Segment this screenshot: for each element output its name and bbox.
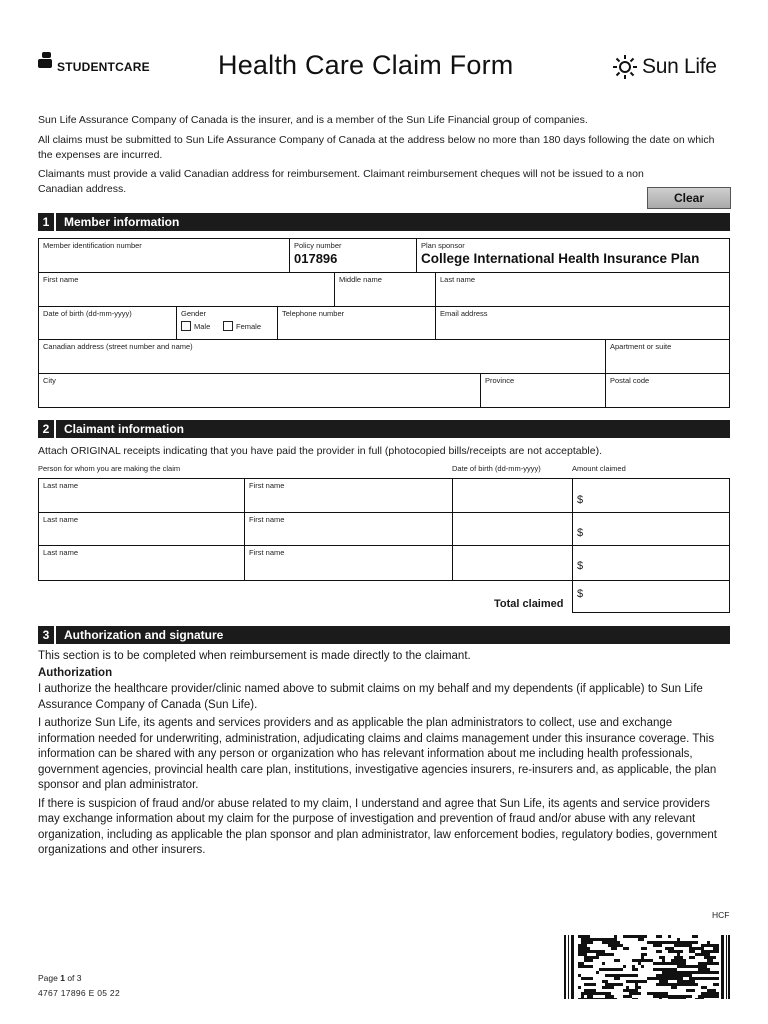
dollar-sign: $	[577, 494, 584, 506]
policy-number-value: 017896	[294, 251, 338, 266]
postal-code-field[interactable]	[606, 374, 729, 407]
page-indicator	[38, 973, 82, 983]
form-title: Health Care Claim Form	[218, 50, 514, 80]
member-id-field[interactable]	[39, 239, 290, 273]
last-name-label: Last name	[440, 275, 476, 284]
claimant-3-last-name-field[interactable]	[39, 546, 245, 580]
claimant-3-first-name-field[interactable]	[245, 546, 453, 580]
postal-code-label: Postal code	[610, 376, 650, 385]
section-1-number: 1	[38, 213, 56, 231]
section-3-intro: This section is to be completed when reimbursement is made directly to the claimant.	[38, 650, 471, 662]
claimant-1-last-name-field[interactable]	[39, 479, 245, 513]
claimant-last-name-label: Last name	[43, 481, 79, 490]
last-name-field[interactable]	[436, 273, 729, 307]
claimant-2-last-name-field[interactable]	[39, 513, 245, 546]
dob-field[interactable]	[39, 307, 177, 340]
claimant-first-name-label: First name	[249, 548, 285, 557]
section-1-title: Member information	[64, 215, 180, 229]
claimant-3-amount-field[interactable]	[573, 546, 729, 580]
address-label: Canadian address (street number and name)	[43, 342, 193, 351]
person-claim-label: Person for whom you are making the claim	[38, 464, 181, 473]
dollar-sign: $	[577, 560, 584, 572]
total-claimed-field[interactable]	[572, 580, 730, 613]
page-prefix: Page	[38, 973, 61, 983]
sunlife-logo	[612, 54, 717, 80]
gender-label: Gender	[181, 309, 207, 318]
plan-sponsor-field	[417, 239, 729, 273]
gender-male-option[interactable]	[181, 321, 210, 331]
apartment-label: Apartment or suite	[610, 342, 672, 351]
dob-label: Date of birth (dd-mm-yyyy)	[43, 309, 132, 318]
middle-name-field[interactable]	[335, 273, 436, 307]
dollar-sign: $	[577, 527, 584, 539]
policy-number-label: Policy number	[294, 241, 342, 250]
claimant-2-amount-field[interactable]	[573, 513, 729, 546]
clear-button[interactable]: Clear	[647, 187, 731, 209]
city-field[interactable]	[39, 374, 481, 407]
email-label: Email address	[440, 309, 488, 318]
middle-name-label: Middle name	[339, 275, 382, 284]
city-label: City	[43, 376, 56, 385]
plan-sponsor-value: College International Health Insurance Plan	[421, 251, 700, 266]
claimant-last-name-label: Last name	[43, 548, 79, 557]
female-checkbox[interactable]	[223, 321, 233, 331]
section-3-header	[38, 626, 730, 644]
sunlife-logo-text: Sun Life	[642, 55, 717, 78]
gender-field	[177, 307, 278, 340]
authorization-paragraph-2: I authorize Sun Life, its agents and services providers and as applicable the plan administrators to collect, use and exchange information needed for underwriting, administration, adjudicating claims and claims management under this insurance coverage. This information can be shared with any person or organization who has relevant information about me including health professionals, government agencies, provincial health care plan, institutions, investigative agencies insurers, re-insurers and, as applicable, the plan sponsor and plan administrator.	[38, 717, 717, 791]
email-field[interactable]	[436, 307, 729, 340]
address-requirement-note: Claimants must provide a valid Canadian address for reimbursement. Claimant reimbursement cheques will not be issued to a non Canadian address.	[38, 168, 644, 195]
total-dollar-sign: $	[577, 588, 584, 600]
section-1-header	[38, 213, 730, 231]
authorization-paragraph-3: If there is suspicion of fraud and/or abuse related to my claim, I understand and agree that Sun Life, its agents and service providers may exchange information about my claim for the purpose of investigation and prevention of fraud and/or abuse with any relevant organization, including as applicable the plan sponsor and plan administrator, law enforcement bodies, regulatory bodies, government organizations and other insurers.	[38, 797, 717, 856]
male-label: Male	[194, 321, 211, 331]
province-label: Province	[485, 376, 515, 385]
form-code-hcf: HCF	[712, 910, 730, 920]
telephone-label: Telephone number	[282, 309, 345, 318]
total-claimed-label: Total claimed	[494, 598, 564, 610]
authorization-heading: Authorization	[38, 666, 113, 679]
section-2-header	[38, 420, 730, 438]
section-2-number: 2	[38, 420, 56, 438]
claimant-first-name-label: First name	[249, 481, 285, 490]
claimant-last-name-label: Last name	[43, 515, 79, 524]
plan-sponsor-label: Plan sponsor	[421, 241, 465, 250]
studentcare-mark-icon	[38, 52, 54, 74]
section-3-title: Authorization and signature	[64, 628, 224, 642]
studentcare-logo-text: STUDENTCARE	[57, 60, 150, 74]
claimant-1-dob-field[interactable]	[453, 479, 573, 513]
claimant-dob-label: Date of birth (dd-mm-yyyy)	[452, 464, 541, 473]
gender-female-option[interactable]	[223, 321, 261, 331]
apartment-field[interactable]	[606, 340, 729, 374]
claimant-1-first-name-field[interactable]	[245, 479, 453, 513]
member-info-grid	[38, 238, 730, 408]
section-2-title: Claimant information	[64, 422, 185, 436]
studentcare-logo	[38, 52, 150, 74]
page-number: 1	[60, 973, 65, 983]
member-id-label: Member identification number	[43, 241, 142, 250]
receipt-note: Attach ORIGINAL receipts indicating that you have paid the provider in full (photocopied bills/receipts are not acceptable).	[38, 445, 603, 457]
claimant-2-first-name-field[interactable]	[245, 513, 453, 546]
page-suffix: of 3	[64, 973, 82, 983]
province-field[interactable]	[481, 374, 606, 407]
sun-icon	[612, 54, 638, 80]
authorization-text	[38, 649, 732, 862]
amount-claimed-label: Amount claimed	[572, 464, 626, 473]
first-name-label: First name	[43, 275, 79, 284]
first-name-field[interactable]	[39, 273, 335, 307]
claimant-1-amount-field[interactable]	[573, 479, 729, 513]
address-field[interactable]	[39, 340, 606, 374]
section-3-number: 3	[38, 626, 56, 644]
claimant-2-dob-field[interactable]	[453, 513, 573, 546]
claimant-table	[38, 478, 730, 581]
policy-number-field	[290, 239, 417, 273]
form-number: 4767 17896 E 05 22	[38, 988, 120, 998]
telephone-field[interactable]	[278, 307, 436, 340]
submission-deadline-note: All claims must be submitted to Sun Life Assurance Company of Canada at the address below no more than 180 days following the date on which the expenses are incurred.	[38, 134, 715, 161]
claimant-first-name-label: First name	[249, 515, 285, 524]
male-checkbox[interactable]	[181, 321, 191, 331]
insurer-statement: Sun Life Assurance Company of Canada is the insurer, and is a member of the Sun Life Financial group of companies.	[38, 114, 588, 126]
authorization-paragraph-1: I authorize the healthcare provider/clinic named above to submit claims on my behalf and my dependents (if applicable) to Sun Life Assurance Company of Canada (Sun Life).	[38, 683, 703, 711]
female-label: Female	[236, 321, 262, 331]
barcode-icon	[564, 935, 730, 999]
claimant-3-dob-field[interactable]	[453, 546, 573, 580]
